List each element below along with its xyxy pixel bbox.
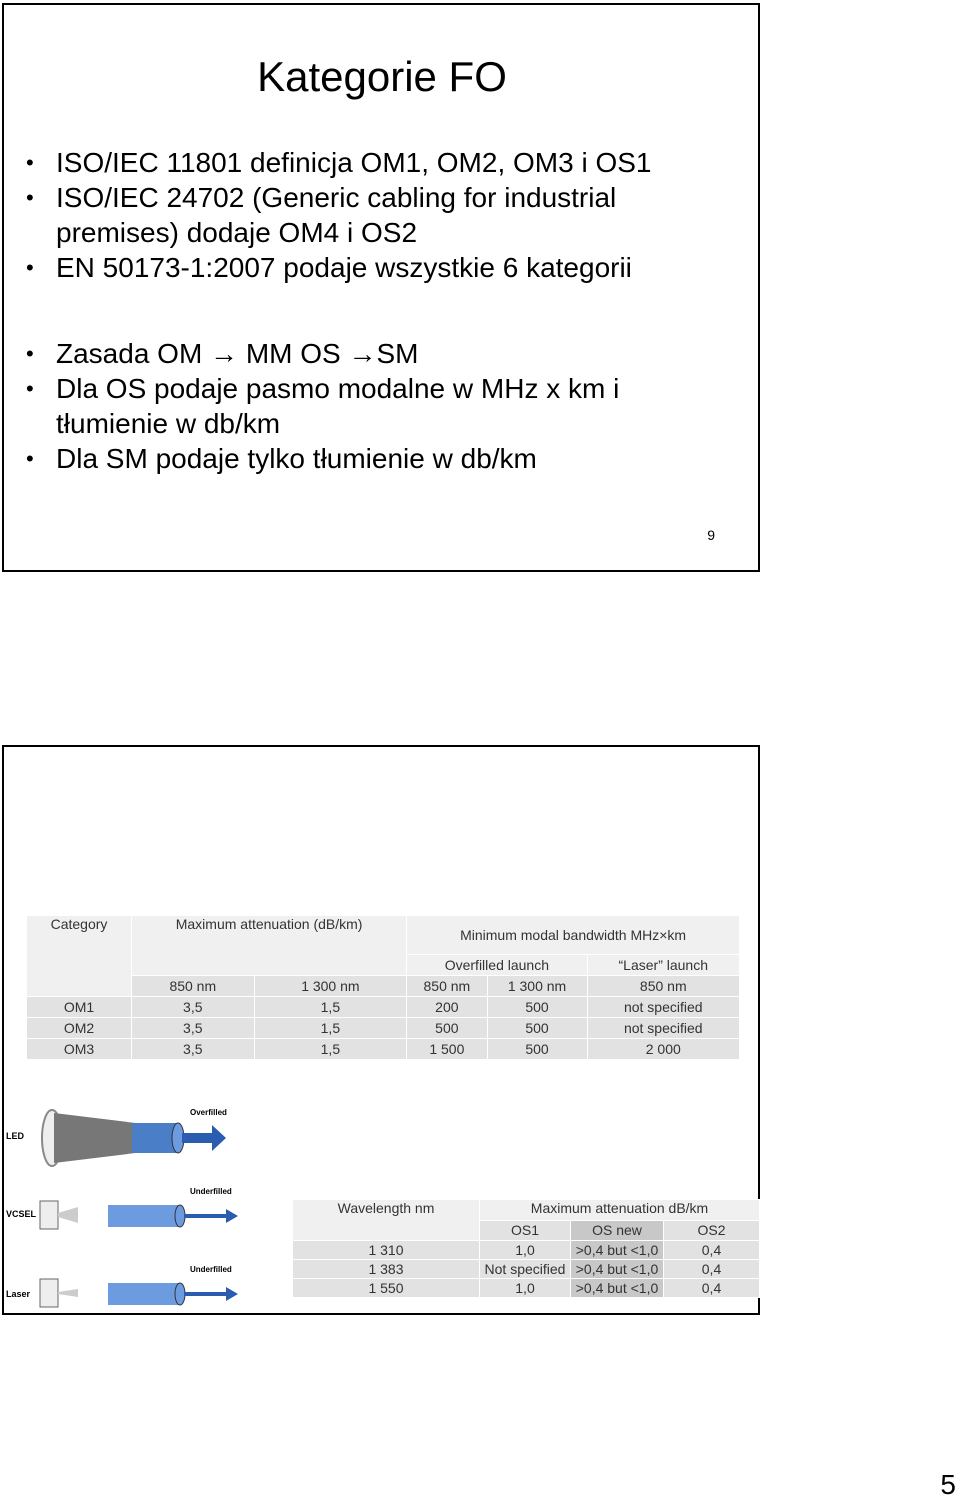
slide-number: 9: [707, 527, 715, 543]
sub-header: 850 nm: [587, 976, 739, 997]
cell: 500: [487, 1018, 587, 1039]
cell: 500: [487, 997, 587, 1018]
page-number: 5: [940, 1469, 956, 1500]
cell: >0,4 but <1,0: [571, 1260, 664, 1279]
sub-header: 1 300 nm: [487, 976, 587, 997]
cell: 3,5: [132, 1018, 255, 1039]
table-row: [293, 1241, 760, 1260]
header-category: Category: [27, 916, 132, 997]
table-row: [293, 1279, 760, 1298]
cell: >0,4 but <1,0: [571, 1241, 664, 1260]
cell: >0,4 but <1,0: [571, 1279, 664, 1298]
cell: not specified: [587, 997, 739, 1018]
header-wavelength: Wavelength nm: [293, 1200, 480, 1241]
cell: Not specified: [480, 1260, 571, 1279]
bullet-item: • Dla SM podaje tylko tłumienie w db/km: [26, 441, 726, 476]
cell: not specified: [587, 1018, 739, 1039]
vcsel-launch-diagram: [38, 1197, 248, 1237]
cell: 500: [487, 1039, 587, 1060]
cell: OM2: [27, 1018, 132, 1039]
table-row: [293, 1260, 760, 1279]
sub-header: OS new: [571, 1220, 664, 1241]
laser-launch-diagram: [38, 1275, 248, 1315]
bullet-item: • Dla OS podaje pasmo modalne w MHz x km i tłumienie w db/km: [26, 371, 726, 441]
bullet-item: • ISO/IEC 24702 (Generic cabling for industrial premises) dodaje OM4 i OS2: [26, 180, 726, 250]
overfilled-label: Overfilled: [190, 1108, 227, 1117]
cell: 3,5: [132, 997, 255, 1018]
header-max-attenuation: Maximum attenuation (dB/km): [132, 916, 407, 976]
cell: 0,4: [664, 1279, 760, 1298]
bullet-item: • Zasada OM → MM OS →SM: [26, 336, 726, 371]
cell: 1,5: [254, 1018, 407, 1039]
cell: 1 383: [293, 1260, 480, 1279]
cell: 1,5: [254, 1039, 407, 1060]
slide-2: [2, 745, 760, 1315]
sub-header: 1 300 nm: [254, 976, 407, 997]
cell: 1 550: [293, 1279, 480, 1298]
led-launch-diagram: [32, 1105, 232, 1169]
laser-label: Laser: [6, 1289, 31, 1299]
vcsel-label: VCSEL: [6, 1209, 37, 1219]
sub-header: OS1: [480, 1220, 571, 1241]
cell: 3,5: [132, 1039, 255, 1060]
cell: 200: [407, 997, 487, 1018]
bullet-item: • EN 50173-1:2007 podaje wszystkie 6 kategorii: [26, 250, 726, 285]
sub-header: 850 nm: [132, 976, 255, 997]
header-laser-launch: “Laser” launch: [587, 955, 739, 976]
cell: 0,4: [664, 1241, 760, 1260]
table-row: [27, 997, 740, 1018]
cell: 1,5: [254, 997, 407, 1018]
slide-1: [2, 3, 760, 572]
cell: 2 000: [587, 1039, 739, 1060]
cell: 1,0: [480, 1279, 571, 1298]
underfilled-label-laser: Underfilled: [190, 1265, 232, 1274]
table-row: [27, 1018, 740, 1039]
cell: OM1: [27, 997, 132, 1018]
header-min-bandwidth: Minimum modal bandwidth MHz×km: [407, 916, 740, 955]
bullet-list: [26, 145, 726, 476]
cell: OM3: [27, 1039, 132, 1060]
cell: 1,0: [480, 1241, 571, 1260]
cell: 0,4: [664, 1260, 760, 1279]
header-max-attenuation: Maximum attenuation dB/km: [480, 1200, 760, 1221]
os-category-table: [292, 1199, 760, 1298]
header-overfilled: Overfilled launch: [407, 955, 587, 976]
cell: 1 500: [407, 1039, 487, 1060]
table-row: [27, 1039, 740, 1060]
underfilled-label-vcsel: Underfilled: [190, 1187, 232, 1196]
cell: 1 310: [293, 1241, 480, 1260]
sub-header: 850 nm: [407, 976, 487, 997]
led-label: LED: [6, 1131, 24, 1141]
sub-header: OS2: [664, 1220, 760, 1241]
slide-title: Kategorie FO: [257, 53, 507, 100]
bullet-item: • ISO/IEC 11801 definicja OM1, OM2, OM3 i OS1: [26, 145, 726, 180]
cell: 500: [407, 1018, 487, 1039]
om-category-table: [26, 915, 740, 1060]
